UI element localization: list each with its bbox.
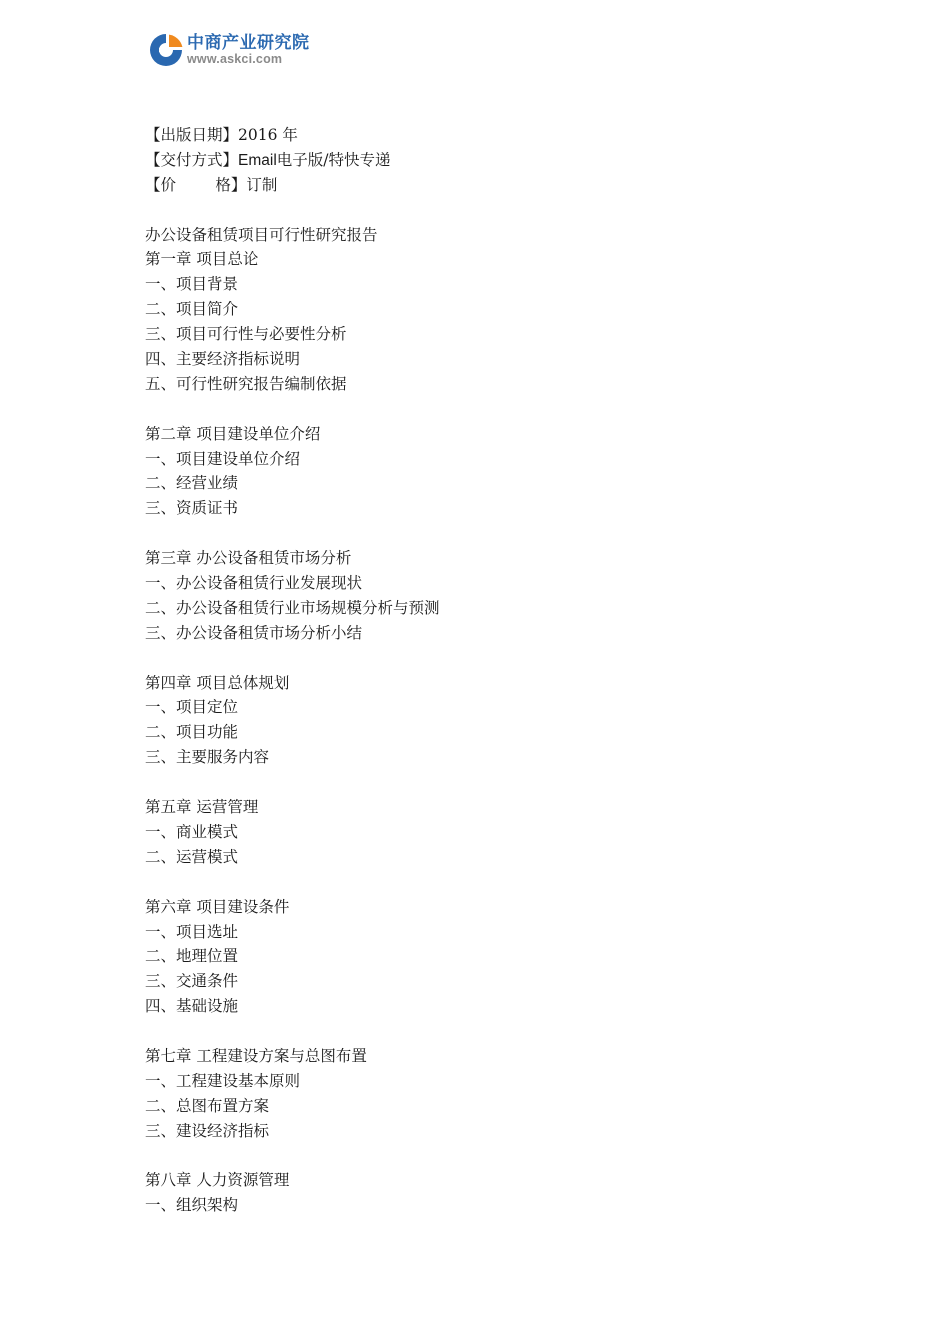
askci-logo-icon [147,32,185,68]
chapter-section-item: 一、工程建设基本原则 [145,1071,301,1090]
chapter-spacer [145,1019,845,1044]
price-label: 【价 格】 [145,175,247,194]
chapter-section-item: 一、项目背景 [145,275,239,294]
chapter-spacer [145,521,845,546]
price-value: 订制 [246,175,278,194]
chapter-section-item: 二、地理位置 [145,947,239,966]
chapter-spacer [145,870,845,895]
delivery-method-label: 【交付方式】 [145,150,239,169]
chapter-section-item: 一、组织架构 [145,1196,239,1215]
chapter-section-item: 四、基础设施 [145,997,239,1016]
chapter-section-item: 二、项目简介 [145,300,239,319]
chapter-section-item: 三、办公设备租赁市场分析小结 [145,623,363,642]
document-body [145,123,845,1218]
chapter-section-item: 二、经营业绩 [145,474,239,493]
chapter-title: 第三章 办公设备租赁市场分析 [145,549,352,568]
chapter-spacer [145,770,845,795]
delivery-method-value: 电子版/特快专递 [276,150,391,169]
chapter-title: 第五章 运营管理 [145,798,259,817]
chapter-title: 第六章 项目建设条件 [145,897,290,916]
chapter-title: 第四章 项目总体规划 [145,673,290,692]
chapter-section-item: 五、可行性研究报告编制依据 [145,374,347,393]
chapter-title: 第二章 项目建设单位介绍 [145,424,321,443]
chapter-section-item: 四、主要经济指标说明 [145,350,301,369]
chapter-section-item: 一、项目定位 [145,698,239,717]
delivery-email-text: Email [238,151,277,169]
chapter-section-item: 一、办公设备租赁行业发展现状 [145,574,363,593]
logo-website-url: www.askci.com [187,52,283,66]
price-line [145,173,845,198]
delivery-method-line [145,148,845,173]
chapter-section-item: 一、项目建设单位介绍 [145,449,301,468]
chapter-spacer [145,646,845,671]
chapter-title: 第八章 人力资源管理 [145,1171,290,1190]
chapter-title: 第七章 工程建设方案与总图布置 [145,1046,367,1065]
logo-company-name: 中商产业研究院 [187,33,310,53]
chapter-section-item: 三、交通条件 [145,972,239,991]
report-title: 办公设备租赁项目可行性研究报告 [145,225,378,244]
chapter-section-item: 三、主要服务内容 [145,748,270,767]
chapter-section-item: 二、运营模式 [145,847,239,866]
chapter-title: 第一章 项目总论 [145,250,259,269]
chapter-section-item: 一、项目选址 [145,922,239,941]
company-logo [147,32,310,68]
chapter-spacer [145,1144,845,1169]
chapter-section-item: 二、办公设备租赁行业市场规模分析与预测 [145,598,440,617]
publish-date-label: 【出版日期】 [145,126,239,144]
spacer [145,198,845,223]
publish-date-line [145,123,845,148]
chapter-section-item: 三、项目可行性与必要性分析 [145,325,347,344]
table-of-contents [145,247,845,1218]
chapter-section-item: 三、资质证书 [145,499,239,518]
chapter-section-item: 二、项目功能 [145,723,239,742]
chapter-section-item: 三、建设经济指标 [145,1121,270,1140]
chapter-spacer [145,397,845,422]
publish-date-value: 2016 年 [238,126,298,144]
chapter-section-item: 二、总图布置方案 [145,1096,270,1115]
chapter-section-item: 一、商业模式 [145,822,239,841]
